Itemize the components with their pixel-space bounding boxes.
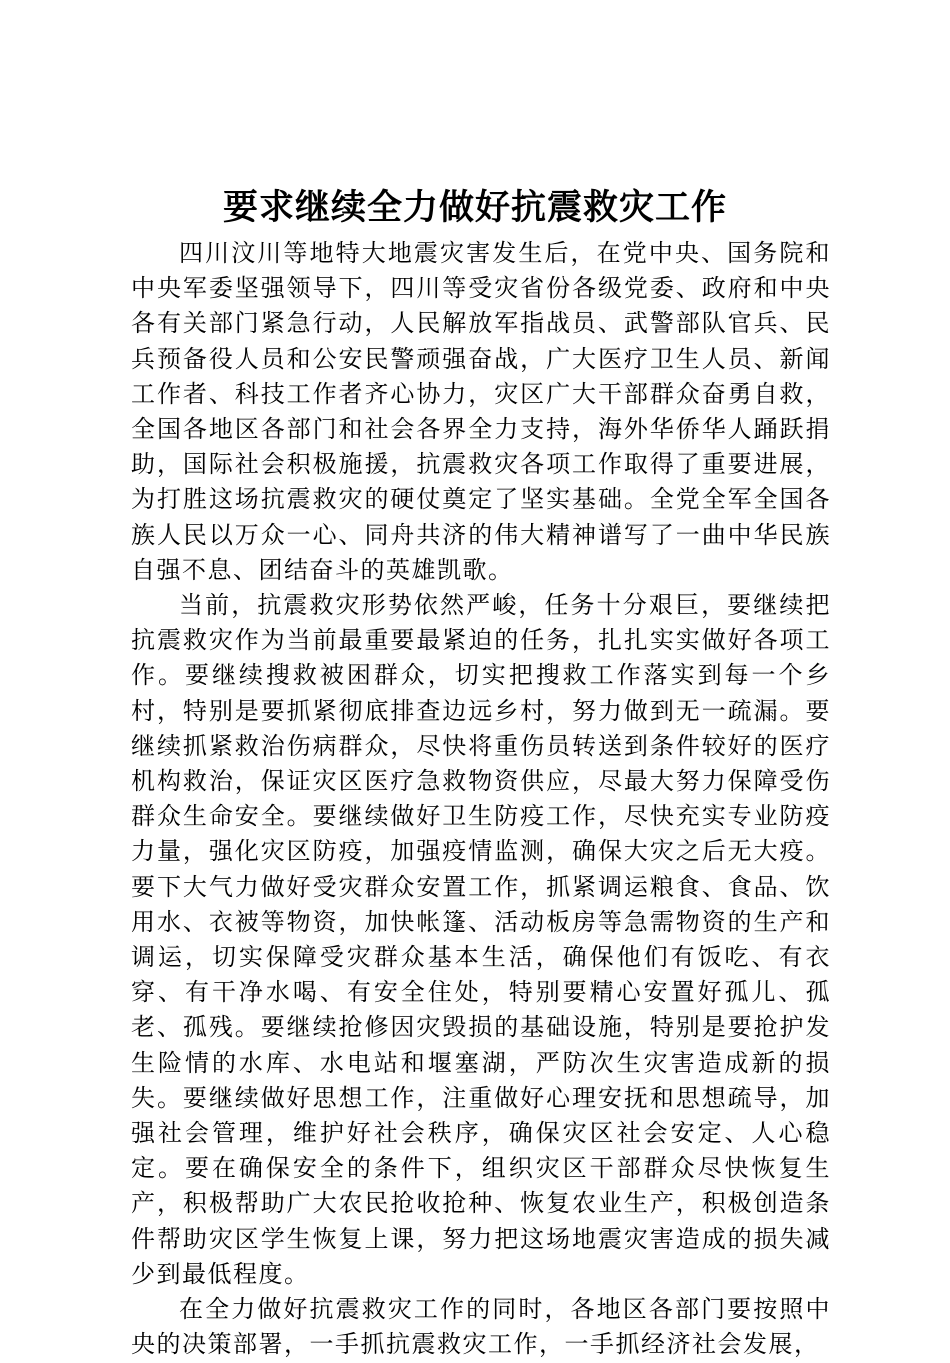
paragraph-1: 四川汶川等地特大地震灾害发生后，在党中央、国务院和中央军委坚强领导下，四川等受灾省份各级党委、政府和中央各有关部门紧急行动，人民解放军指战员、武警部队官兵、民兵预备役人员和公安民警顽强奋战，广大医疗卫生人员、新闻工作者、科技工作者齐心协力，灾区广大干部群众奋勇自救，全国各地区各部门和社会各界全力支持，海外华侨华人踊跃捐助，国际社会积极施援，抗震救灾各项工作取得了重要进展，为打胜这场抗震救灾的硬仗奠定了坚实基础。全党全军全国各族人民以万众一心、同舟共济的伟大精神谱写了一曲中华民族自强不息、团结奋斗的英雄凯歌。 — [131, 239, 831, 584]
document-title: 要求继续全力做好抗震救灾工作 — [222, 187, 727, 228]
paragraph-3: 在全力做好抗震救灾工作的同时，各地区各部门要按照中央的决策部署，一手抓抗震救灾工作，一手抓经济社会发展， — [131, 1295, 831, 1359]
document-body — [131, 236, 831, 1363]
paragraph-2: 当前，抗震救灾形势依然严峻，任务十分艰巨，要继续把抗震救灾作为当前最重要最紧迫的任务，扎扎实实做好各项工作。要继续搜救被困群众，切实把搜救工作落实到每一个乡村，特别是要抓紧彻底排查边远乡村，努力做到无一疏漏。要继续抓紧救治伤病群众，尽快将重伤员转送到条件较好的医疗机构救治，保证灾区医疗急救物资供应，尽最大努力保障受伤群众生命安全。要继续做好卫生防疫工作，尽快充实专业防疫力量，强化灾区防疫，加强疫情监测，确保大灾之后无大疫。要下大气力做好受灾群众安置工作，抓紧调运粮食、食品、饮用水、衣被等物资，加快帐篷、活动板房等急需物资的生产和调运，切实保障受灾群众基本生活，确保他们有饭吃、有衣穿、有干净水喝、有安全住处，特别要精心安置好孤儿、孤老、孤残。要继续抢修因灾毁损的基础设施，特别是要抢护发生险情的水库、水电站和堰塞湖，严防次生灾害造成新的损失。要继续做好思想工作，注重做好心理安抚和思想疏导，加强社会管理，维护好社会秩序，确保灾区社会安定、人心稳定。要在确保安全的条件下，组织灾区干部群众尽快恢复生产，积极帮助广大农民抢收抢种、恢复农业生产，积极创造条件帮助灾区学生恢复上课，努力把这场地震灾害造成的损失减少到最低程度。 — [131, 591, 831, 1288]
